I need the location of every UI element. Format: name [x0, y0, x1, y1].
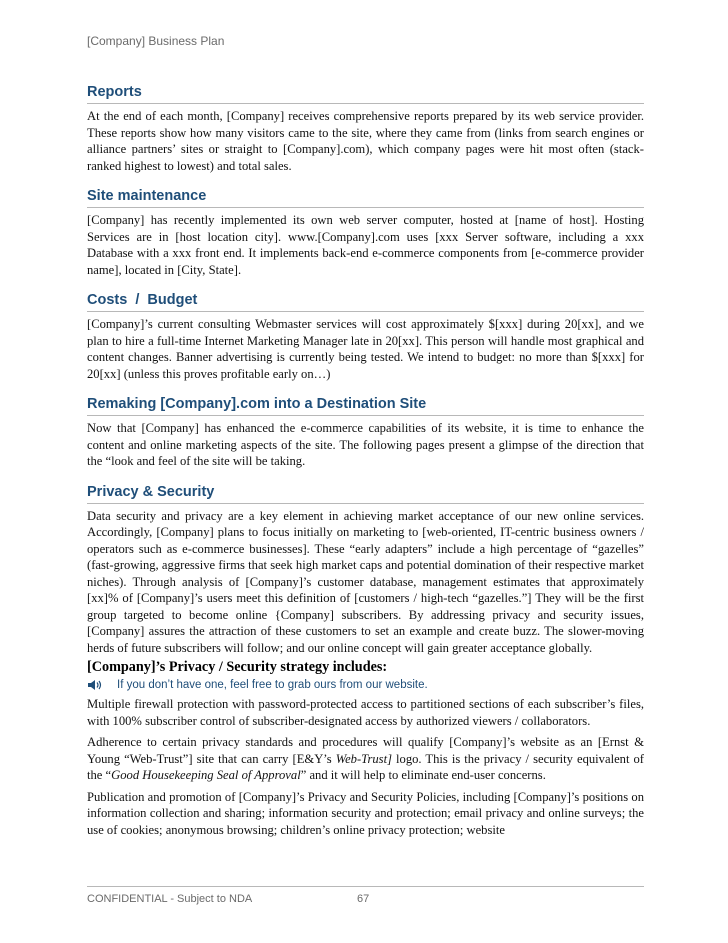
section-site-maintenance: [87, 188, 644, 278]
page-number: 67: [357, 893, 370, 905]
heading-reports: Reports: [87, 84, 644, 104]
section-remaking: [87, 396, 644, 470]
heading-costs-budget: Costs / Budget: [87, 292, 644, 312]
section-privacy-security: [87, 484, 644, 839]
section-costs-budget: [87, 292, 644, 382]
paragraph-reports: At the end of each month, [Company] receives comprehensive reports prepared by its web service provider. These reports show how many visitors came to the site, where they came from (links from search engines or alliance partners’ sites or straight to [Company].com), which company pages were hit most often (stack-ranked highest to lowest) and total sales.: [87, 109, 644, 173]
paragraph-site-maintenance: [Company] has recently implemented its own web server computer, hosted at [name of host]. Hosting Services are in [host location city]. www.[Company].com uses [xxx Server software, including a xxx Database with a xxx front end. It implements back-end e-commerce components from [e-commerce provider name], located in [City, State].: [87, 213, 644, 277]
heading-remaking: Remaking [Company].com into a Destination Site: [87, 396, 644, 416]
section-reports: [87, 84, 644, 174]
paragraph-remaking: Now that [Company] has enhanced the e-commerce capabilities of its website, it is time to enhance the content and online marketing aspects of the site. The following pages present a glimpse of the direction that the “look and feel of the site will be taking.: [87, 421, 644, 468]
paragraph-costs-budget: [Company]’s current consulting Webmaster services will cost approximately $[xxx] during 20[xx], and we plan to hire a full-time Internet Marketing Manager late in 20[xx]. This person will handle most graphical and content changes. Banner advertising is currently being tested. We intend to budget: no more than $[xxx] for 20[xx] (unless this proves profitable early on…): [87, 317, 644, 381]
running-header: [Company] Business Plan: [87, 34, 225, 48]
heading-site-maintenance: Site maintenance: [87, 188, 644, 208]
paragraph-webtrust: Adherence to certain privacy standards and procedures will qualify [Company]’s website as an [Ernst & Young “Web-Trust”] site that can carry [E&Y’s Web-Trust] logo. This is the privacy / security equivalent of the “Good Housekeeping Seal of Approval” and it will help to eliminate end-user concerns.: [87, 735, 644, 782]
paragraph-policies: Publication and promotion of [Company]’s Privacy and Security Policies, including [Company]’s positions on information collection and sharing; information security and protection; email privacy and online surveys; the use of cookies; anonymous browsing; children’s online privacy protection; website: [87, 789, 644, 837]
page-content: [87, 84, 644, 843]
speaker-icon: [87, 679, 105, 691]
paragraph-firewall: Multiple firewall protection with password-protected access to partitioned sections of each subscriber’s files, with 100% subscriber control of subscriber-designated access by authorized viewers / collaborators.: [87, 697, 644, 728]
paragraph-privacy-security: Data security and privacy are a key element in achieving market acceptance of our new online services. Accordingly, [Company] plans to focus initially on marketing to [web-oriented, IT-centric business owners / operators such as e-commerce businesses]. These “early adapters” include a high percentage of “gazelles” (fast-growing, aggressive firms that seek high market caps and potential domination of their respective market niches). Through analysis of [Company]’s customer database, management estimates that approximately [xx]% of [Company]’s users meet this definition of [customers / high-tech “gazelles.”] They will be the first group targeted to become online {Company] subscribers. By addressing privacy and security issues, [Company] assures the attraction of these customers to set an example and create buzz. The slower-moving herds of future subscribers will follow; and our online concept will gain greater acceptance globally.: [87, 508, 644, 655]
tip-text: If you don’t have one, feel free to grab ours from our website.: [117, 679, 428, 691]
privacy-strategy-heading: [Company]’s Privacy / Security strategy includes:: [87, 659, 388, 675]
tip-line: [87, 678, 644, 692]
heading-privacy-security: Privacy & Security: [87, 484, 644, 504]
confidential-label: CONFIDENTIAL - Subject to NDA: [87, 893, 253, 905]
page-footer: [87, 886, 644, 905]
